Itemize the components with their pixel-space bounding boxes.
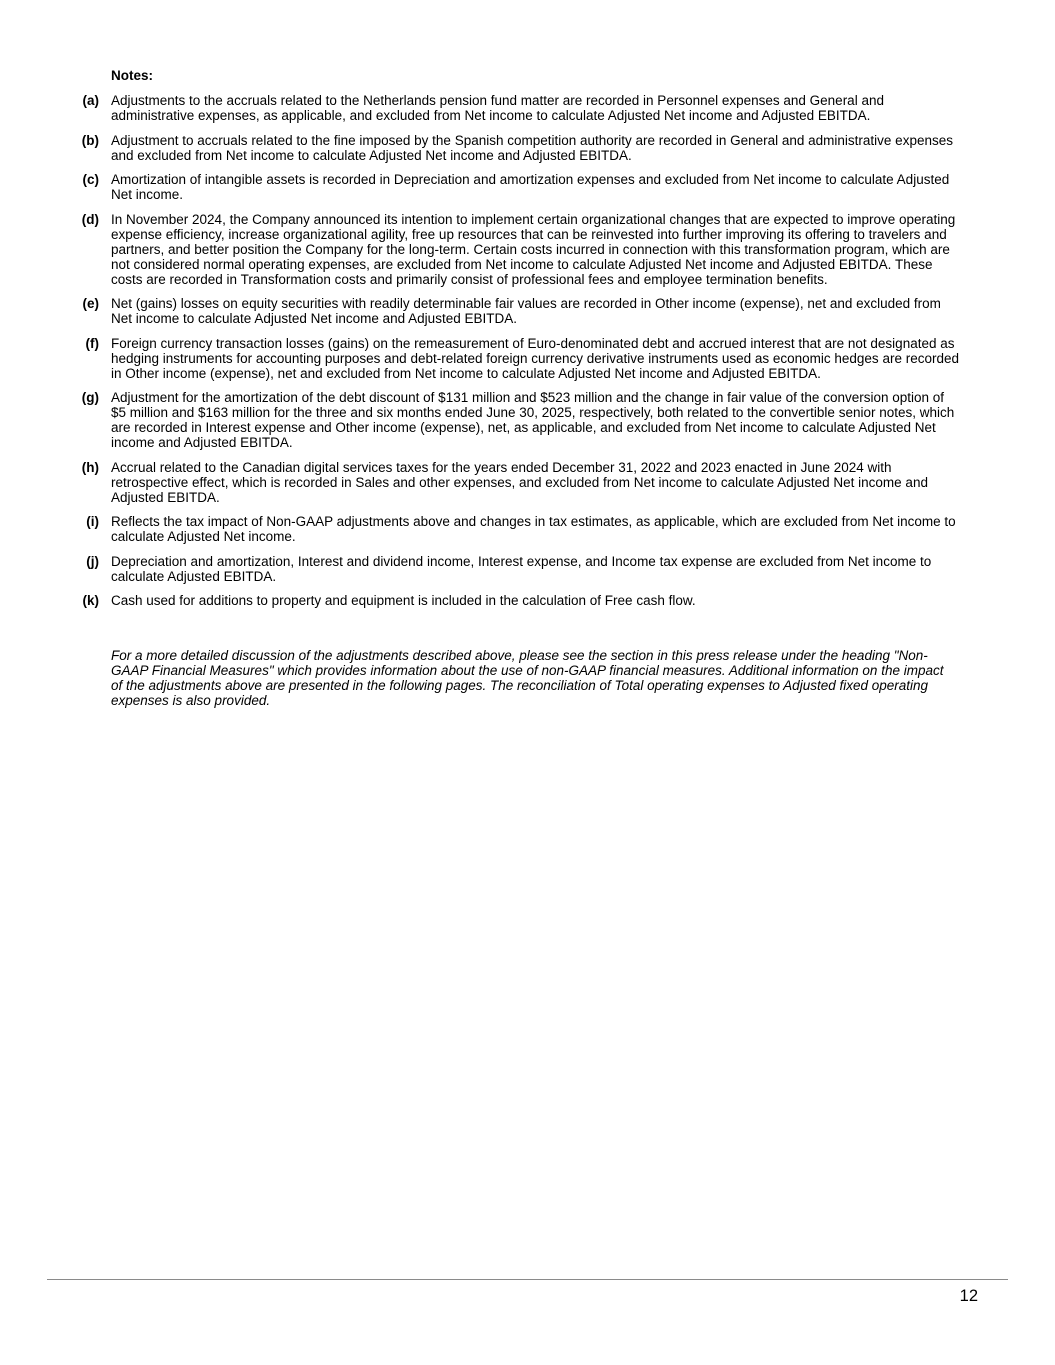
note-label: (h) xyxy=(81,459,99,475)
note-item-b xyxy=(78,133,962,163)
note-text: In November 2024, the Company announced its intention to implement certain organizational changes that are expected to improve operating expense efficiency, increase organizational agility, free up resources that can be reinvested into further improving its offering to travelers and partners, and better position the Company for the long-term. Certain costs incurred in connection with this transformation program, which are not considered normal operating expenses, are excluded from Net income to calculate Adjusted Net income and Adjusted EBITDA. These costs are recorded in Transformation costs and primarily consist of professional fees and employee termination benefits. xyxy=(111,211,956,287)
page-footer xyxy=(47,1279,1008,1306)
note-text: Foreign currency transaction losses (gains) on the remeasurement of Euro-denominated debt and accrued interest that are not designated as hedging instruments for accounting purposes and debt-related foreign currency derivative instruments used as economic hedges are recorded in Other income (expense), net and excluded from Net income to calculate Adjusted Net income and Adjusted EBITDA. xyxy=(111,335,959,381)
note-item-a xyxy=(78,93,962,123)
note-item-k xyxy=(78,593,962,608)
note-text: Accrual related to the Canadian digital services taxes for the years ended December 31, 2022 and 2023 enacted in June 2024 with retrospective effect, which is recorded in Sales and other expenses, and excluded from Net income to calculate Adjusted Net income and Adjusted EBITDA. xyxy=(111,459,928,505)
note-text: Adjustments to the accruals related to the Netherlands pension fund matter are recorded in Personnel expenses and General and administrative expenses, as applicable, and excluded from Net income to calculate Adjusted Net income and Adjusted EBITDA. xyxy=(111,93,884,123)
notes-section xyxy=(78,68,962,708)
note-label: (e) xyxy=(82,296,99,311)
note-text: Net (gains) losses on equity securities with readily determinable fair values are recorded in Other income (expense), net and excluded from Net income to calculate Adjusted Net income and Adjusted EBITDA. xyxy=(111,296,941,326)
note-text: Depreciation and amortization, Interest and dividend income, Interest expense, and Income tax expense are excluded from Net income to calculate Adjusted EBITDA. xyxy=(111,553,932,584)
note-text: Adjustment for the amortization of the debt discount of $131 million and $523 million and the change in fair value of the conversion option of $5 million and $163 million for the three and six months ended June 30, 2025, respectively, both related to the convertible senior notes, which are recorded in Interest expense and Other income (expense), net, as applicable, and excluded from Net income to calculate Adjusted Net income and Adjusted EBITDA. xyxy=(111,390,955,450)
note-item-i xyxy=(78,514,962,544)
note-label: (k) xyxy=(82,593,99,608)
note-label: (j) xyxy=(86,553,99,569)
note-item-h xyxy=(78,460,962,505)
note-item-e xyxy=(78,296,962,326)
note-label: (g) xyxy=(81,390,99,405)
note-label: (b) xyxy=(81,132,99,148)
note-text: Cash used for additions to property and equipment is included in the calculation of Free cash flow. xyxy=(111,593,696,608)
page-number: 12 xyxy=(959,1287,978,1305)
note-label: (c) xyxy=(82,172,99,187)
note-item-d xyxy=(78,212,962,287)
note-text: Reflects the tax impact of Non-GAAP adjustments above and changes in tax estimates, as applicable, which are excluded from Net income to calculate Adjusted Net income. xyxy=(111,514,956,544)
note-label: (d) xyxy=(81,211,99,227)
note-item-g xyxy=(78,390,962,450)
note-text: Adjustment to accruals related to the fine imposed by the Spanish competition authority are recorded in General and administrative expenses and excluded from Net income to calculate Adjusted Net income and Adjusted EBITDA. xyxy=(111,132,953,163)
note-label: (a) xyxy=(82,93,99,108)
closing-paragraph: For a more detailed discussion of the adjustments described above, please see the section in this press release under the heading "Non-GAAP Financial Measures" which provides information about the use of non-GAAP financial measures. Additional information on the impact of the adjustments above are presented in the following pages. The reconciliation of Total operating expenses to Adjusted fixed operating expenses is also provided. xyxy=(111,648,944,708)
note-item-j xyxy=(78,554,962,584)
note-label: (i) xyxy=(86,514,99,529)
note-item-f xyxy=(78,336,962,381)
note-text: Amortization of intangible assets is recorded in Depreciation and amortization expenses and excluded from Net income to calculate Adjusted Net income. xyxy=(111,172,950,202)
footer-divider xyxy=(47,1279,1008,1280)
notes-heading: Notes: xyxy=(111,68,154,83)
note-label: (f) xyxy=(85,335,99,351)
note-item-c xyxy=(78,172,962,202)
